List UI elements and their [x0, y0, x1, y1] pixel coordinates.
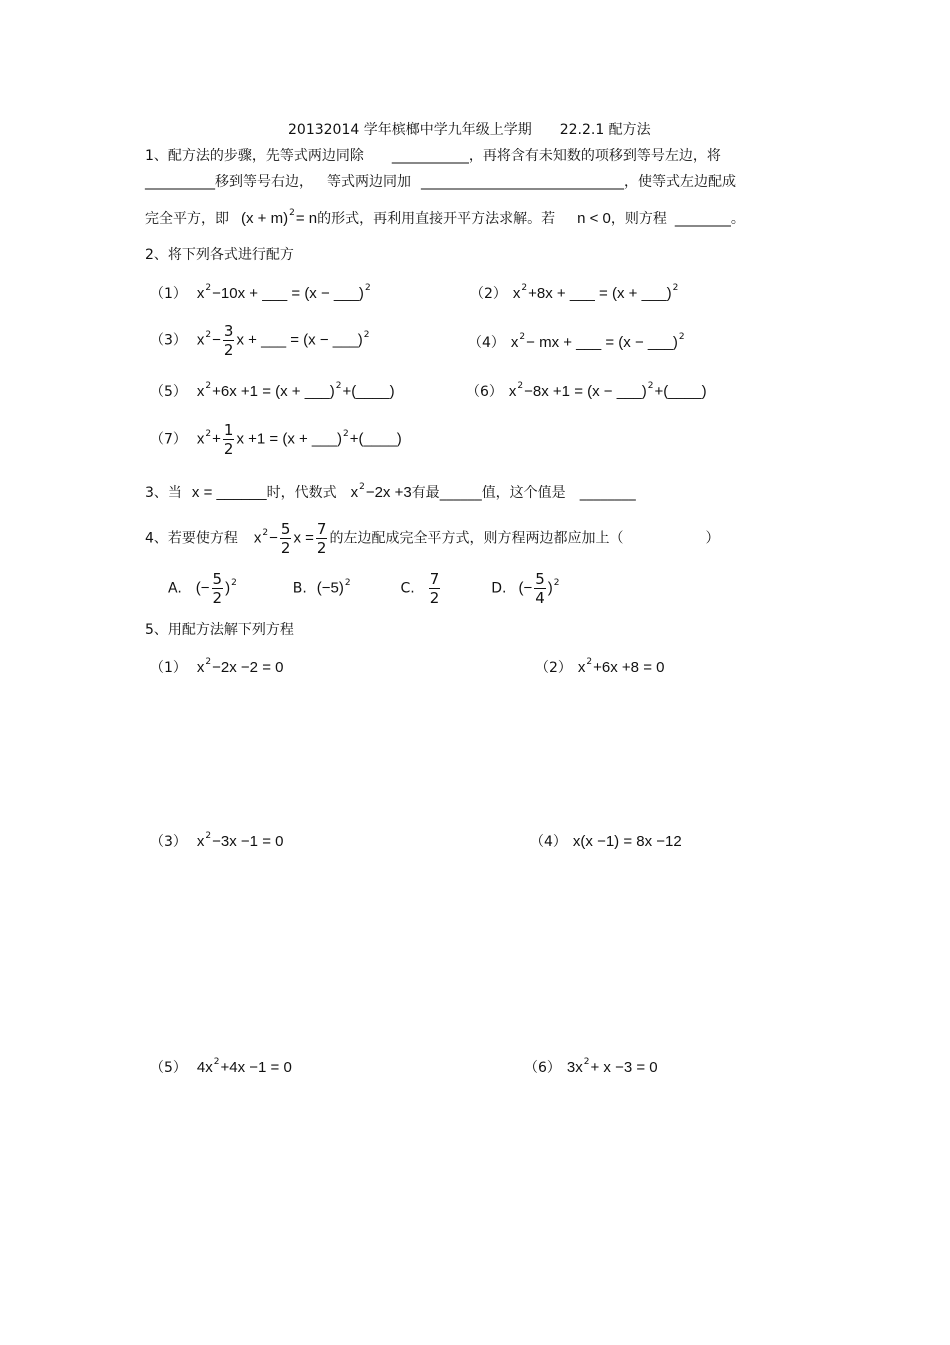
q2-item-1 [150, 285, 372, 305]
q1-text-e: ，使等式左边配成 [624, 174, 736, 190]
q5-item-3 [150, 833, 283, 853]
q2-sup: 2 [205, 329, 212, 340]
q2-pre: x [196, 285, 205, 302]
fraction-num: 5 [280, 520, 291, 538]
q2-mid: +8x + ___ = (x + ___) [528, 285, 672, 302]
q4-text-b: 的左边配成完全平方式，则方程两边都应加上（ [329, 530, 624, 547]
q2-label: （1） [150, 286, 187, 302]
option-a-open: (− [195, 579, 210, 597]
fraction-num: 7 [429, 570, 440, 588]
fraction [534, 570, 546, 607]
fraction-num: 7 [316, 520, 327, 538]
q4-x: x [253, 529, 262, 547]
fraction-den: 2 [429, 589, 440, 607]
q2-mid: −10x + ___ = (x − ___) [212, 285, 364, 302]
q1-blank-d: ________。 [674, 211, 745, 227]
option-a-close: ) [225, 579, 231, 597]
q1-text-b: ，再将含有未知数的项移到等号左边，将 [468, 148, 721, 164]
q3-blank2: ________ [579, 485, 636, 501]
q2-sup2: 2 [678, 332, 685, 342]
fraction-den: 2 [223, 440, 234, 458]
fraction-den: 2 [223, 341, 234, 359]
q5-pre: x(x −1) = 8x −12 [572, 833, 682, 850]
q5-label: （3） [150, 834, 187, 850]
fraction-den: 2 [280, 539, 291, 557]
q1-blank-b: __________ [145, 174, 215, 190]
q1-text-a: 1、配方法的步骤，先等式两边同除 [145, 148, 364, 164]
option-a-label: A. [168, 580, 182, 597]
q2-sup: 2 [521, 283, 528, 293]
q5-post: −2x −2 = 0 [212, 659, 284, 676]
q5-item-1 [150, 659, 283, 679]
q2-pre: x [510, 334, 519, 351]
q2-heading: 2、将下列各式进行配方 [145, 247, 294, 263]
q5-post: +4x −1 = 0 [220, 1059, 292, 1076]
option-b-sup: 2 [344, 577, 351, 588]
q4-close: ） [705, 530, 720, 547]
q3-x-eq: x = ______ [191, 484, 267, 501]
q3-text-b: 时，代数式 [266, 485, 337, 501]
fraction-num: 5 [212, 570, 223, 588]
q2-sup: 2 [517, 381, 524, 391]
q2-item-3 [150, 322, 371, 359]
q5-sup: 2 [205, 831, 212, 841]
q3-text-c: 有最 [411, 485, 440, 501]
fraction [212, 570, 224, 607]
page-title: 20132014 学年槟榔中学九年级上学期 22.2.1 配方法 [288, 122, 651, 138]
q2-tail: +(____) [654, 383, 707, 400]
q2-label: （2） [470, 286, 507, 302]
q2-pre: x [196, 383, 205, 400]
q2-sup2: 2 [363, 329, 370, 340]
q5-pre: 3x [566, 1059, 583, 1076]
q5-sup: 2 [213, 1057, 220, 1067]
q2-item-2 [470, 285, 679, 305]
q1-formula-b: = n [295, 210, 318, 227]
fraction [223, 421, 235, 458]
q2-label: （4） [468, 335, 505, 351]
option-b-label: B. [292, 580, 307, 597]
option-d-label: D. [491, 580, 507, 597]
option-c-label: C. [400, 580, 415, 597]
q5-label: （2） [535, 660, 572, 676]
fraction-num: 1 [223, 421, 234, 439]
option-a-sup: 2 [231, 577, 237, 588]
q5-pre: x [196, 833, 205, 850]
fraction [280, 520, 292, 557]
fraction-den: 2 [316, 539, 327, 557]
q3-line [145, 484, 636, 504]
q1-text-c: 移到等号右边， [215, 174, 313, 190]
q4-line [145, 520, 719, 557]
q1-text-f: 完全平方，即 [145, 211, 229, 227]
q2-pre: x [196, 331, 205, 349]
q5-sup: 2 [586, 657, 593, 667]
q2-label: （3） [150, 332, 187, 349]
q1-line3 [145, 210, 745, 230]
q1-text-d: 等式两边同加 [327, 174, 411, 190]
fraction-num: 3 [223, 322, 234, 340]
q2-sup: 2 [205, 428, 212, 439]
q5-pre: x [577, 659, 586, 676]
q3-expr-post: −2x +3 [365, 484, 412, 501]
q2-pre: x [196, 430, 205, 448]
option-b-value: (−5) [316, 579, 344, 597]
q5-label: （6） [524, 1060, 561, 1076]
q2-sup2: 2 [647, 381, 654, 391]
q2-sup2: 2 [335, 381, 342, 391]
q3-sup: 2 [359, 482, 365, 492]
q3-blank: ______ [439, 485, 482, 501]
q2-mid: − mx + ___ = (x − ___) [526, 334, 678, 351]
fraction [223, 322, 235, 359]
q2-plus: + [212, 430, 221, 448]
q2-minus: − [212, 331, 221, 349]
q2-mid: x +1 = (x + ___) [236, 430, 342, 448]
q1-cond: n < 0 [577, 210, 611, 227]
q5-label: （1） [150, 660, 187, 676]
q5-pre: 4x [196, 1059, 213, 1076]
q2-item-4 [468, 334, 686, 354]
q2-tail: +(____) [342, 383, 395, 400]
q3-expr-pre: x [350, 484, 359, 501]
q2-item-5 [150, 383, 395, 403]
option-d-open: (− [518, 579, 533, 597]
q1-line1 [145, 147, 721, 165]
q5-item-2 [535, 659, 664, 679]
q2-item-7 [150, 421, 402, 458]
fraction [429, 570, 441, 607]
q2-sup2: 2 [342, 428, 349, 439]
q2-label: （7） [150, 431, 187, 448]
q2-label: （5） [150, 384, 187, 400]
q5-post: + x −3 = 0 [590, 1059, 658, 1076]
q1-line2 [145, 173, 736, 191]
q2-sup: 2 [205, 381, 212, 391]
q1-formula-a: (x + m) [241, 210, 289, 227]
q2-mid: +6x +1 = (x + ___) [212, 383, 335, 400]
q5-pre: x [196, 659, 205, 676]
q4-minus: − [269, 529, 278, 547]
q2-pre: x [508, 383, 517, 400]
q2-sup2: 2 [672, 283, 679, 293]
q3-text-d: 值，这个值是 [481, 485, 566, 501]
q5-sup: 2 [205, 657, 212, 667]
q1-text-g: 的形式，再利用直接开平方法求解。若 [317, 211, 556, 227]
q5-heading: 5、用配方法解下列方程 [145, 622, 294, 638]
option-d-sup: 2 [553, 577, 560, 588]
q4-x2: x = [293, 529, 314, 547]
q2-label: （6） [466, 384, 503, 400]
q2-item-6 [466, 383, 707, 403]
fraction-num: 5 [535, 570, 545, 588]
q5-post: −3x −1 = 0 [212, 833, 284, 850]
q1-blank-a: ___________ [391, 148, 469, 164]
q5-item-4 [530, 833, 682, 851]
fraction-den: 4 [535, 589, 545, 607]
q5-label: （4） [530, 834, 567, 850]
fraction [316, 520, 328, 557]
q2-pre: x [512, 285, 521, 302]
q2-sup: 2 [205, 283, 212, 293]
q2-sup: 2 [519, 332, 526, 342]
q1-text-h: ，则方程 [610, 211, 667, 227]
option-d-close: ) [547, 579, 553, 597]
fraction-den: 2 [212, 589, 223, 607]
q4-options [168, 570, 561, 607]
q5-label: （5） [150, 1060, 187, 1076]
q2-mid: −8x +1 = (x − ___) [524, 383, 647, 400]
q5-sup: 2 [583, 1057, 590, 1067]
q2-tail: +(____) [349, 430, 402, 448]
q1-blank-c: _____________________________ [421, 174, 624, 190]
q4-sup: 2 [262, 527, 269, 538]
q3-text-a: 3、当 [145, 485, 182, 501]
q5-item-6 [524, 1059, 658, 1079]
q5-item-5 [150, 1059, 292, 1079]
q5-post: +6x +8 = 0 [593, 659, 665, 676]
q2-mid: x + ___ = (x − ___) [236, 331, 363, 349]
q2-sup2: 2 [364, 283, 371, 293]
q1-sup: 2 [289, 208, 295, 218]
q4-text-a: 4、若要使方程 [145, 530, 238, 547]
